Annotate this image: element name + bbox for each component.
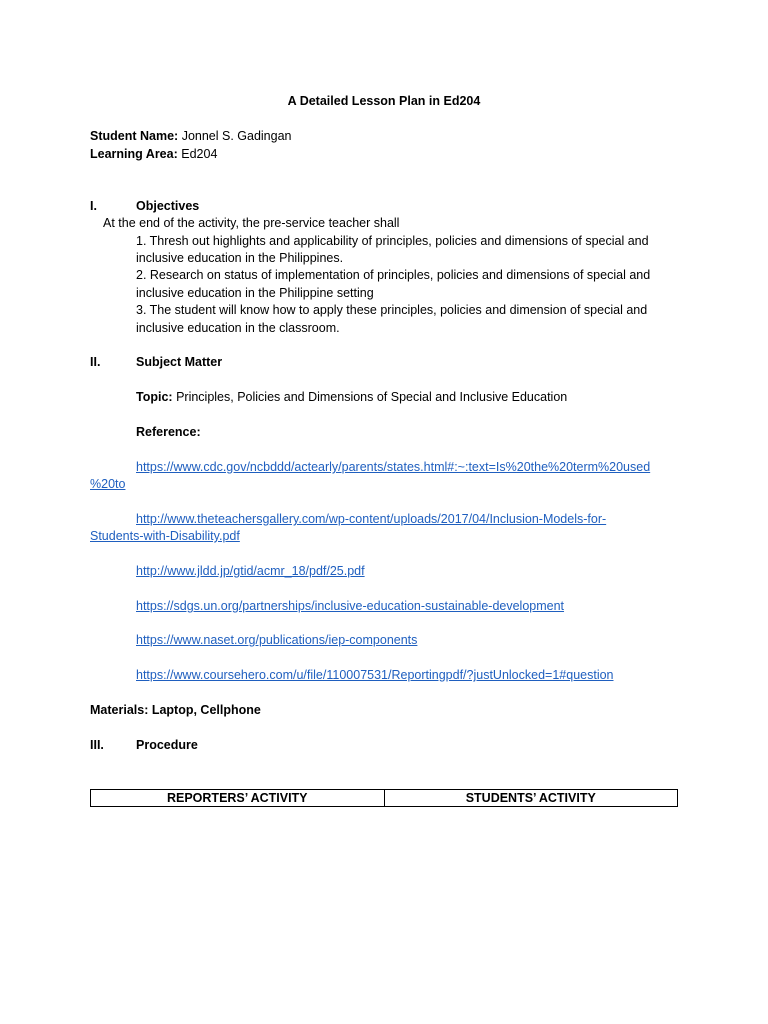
reference-link-teachersgallery-cont[interactable]: Students-with-Disability.pdf — [90, 529, 240, 543]
objectives-numeral: I. — [90, 199, 97, 213]
reference-label: Reference: — [136, 425, 201, 439]
reference-link-sdgs[interactable]: https://sdgs.un.org/partnerships/inclusive-education-sustainable-development — [136, 599, 565, 613]
topic-value: Principles, Policies and Dimensions of Special and Inclusive Education — [176, 390, 568, 404]
learning-area-value: Ed204 — [181, 147, 218, 161]
objectives-heading: Objectives — [136, 199, 200, 213]
objective-item-3-line1: 3. The student will know how to apply these principles, policies and dimension of special and — [136, 303, 648, 317]
procedure-heading: Procedure — [136, 738, 198, 752]
objective-item-2-line2: inclusive education in the Philippine setting — [136, 286, 374, 300]
reporters-activity-header: REPORTERS’ ACTIVITY — [91, 790, 385, 807]
objective-item-1-line2: inclusive education in the Philippines. — [136, 251, 344, 265]
learning-area-label: Learning Area: — [90, 147, 178, 161]
objective-item-3-line2: inclusive education in the classroom. — [136, 321, 340, 335]
objective-item-2-line1: 2. Research on status of implementation of principles, policies and dimensions of special and — [136, 268, 651, 282]
procedure-table-header-row — [91, 790, 678, 807]
students-activity-header: STUDENTS’ ACTIVITY — [384, 790, 678, 807]
objective-item-1-line1: 1. Thresh out highlights and applicability of principles, policies and dimensions of special and — [136, 234, 649, 248]
learning-area-line — [90, 146, 217, 163]
objectives-intro: At the end of the activity, the pre-service teacher shall — [103, 216, 400, 230]
student-name-label: Student Name: — [90, 129, 179, 143]
reference-link-cdc[interactable]: https://www.cdc.gov/ncbddd/actearly/parents/states.html#:~:text=Is%20the%20term%20used — [136, 460, 651, 474]
reference-link-cdc-cont[interactable]: %20to — [90, 477, 126, 491]
reference-link-jldd[interactable]: http://www.jldd.jp/gtid/acmr_18/pdf/25.pdf — [136, 564, 365, 578]
student-name-value: Jonnel S. Gadingan — [181, 129, 292, 143]
reference-link-teachersgallery[interactable]: http://www.theteachersgallery.com/wp-content/uploads/2017/04/Inclusion-Models-for- — [136, 512, 607, 526]
procedure-numeral: III. — [90, 738, 104, 752]
materials-line: Materials: Laptop, Cellphone — [90, 703, 261, 717]
document-title: A Detailed Lesson Plan in Ed204 — [287, 94, 481, 108]
subject-matter-numeral: II. — [90, 355, 101, 369]
student-name-line — [90, 128, 292, 145]
reference-link-naset[interactable]: https://www.naset.org/publications/iep-components — [136, 633, 418, 647]
topic-label: Topic: — [136, 390, 173, 404]
procedure-table — [90, 789, 678, 807]
reference-link-coursehero[interactable]: https://www.coursehero.com/u/file/110007531/Reportingpdf/?justUnlocked=1#question — [136, 668, 614, 682]
topic-line — [136, 389, 567, 406]
subject-matter-heading: Subject Matter — [136, 355, 223, 369]
